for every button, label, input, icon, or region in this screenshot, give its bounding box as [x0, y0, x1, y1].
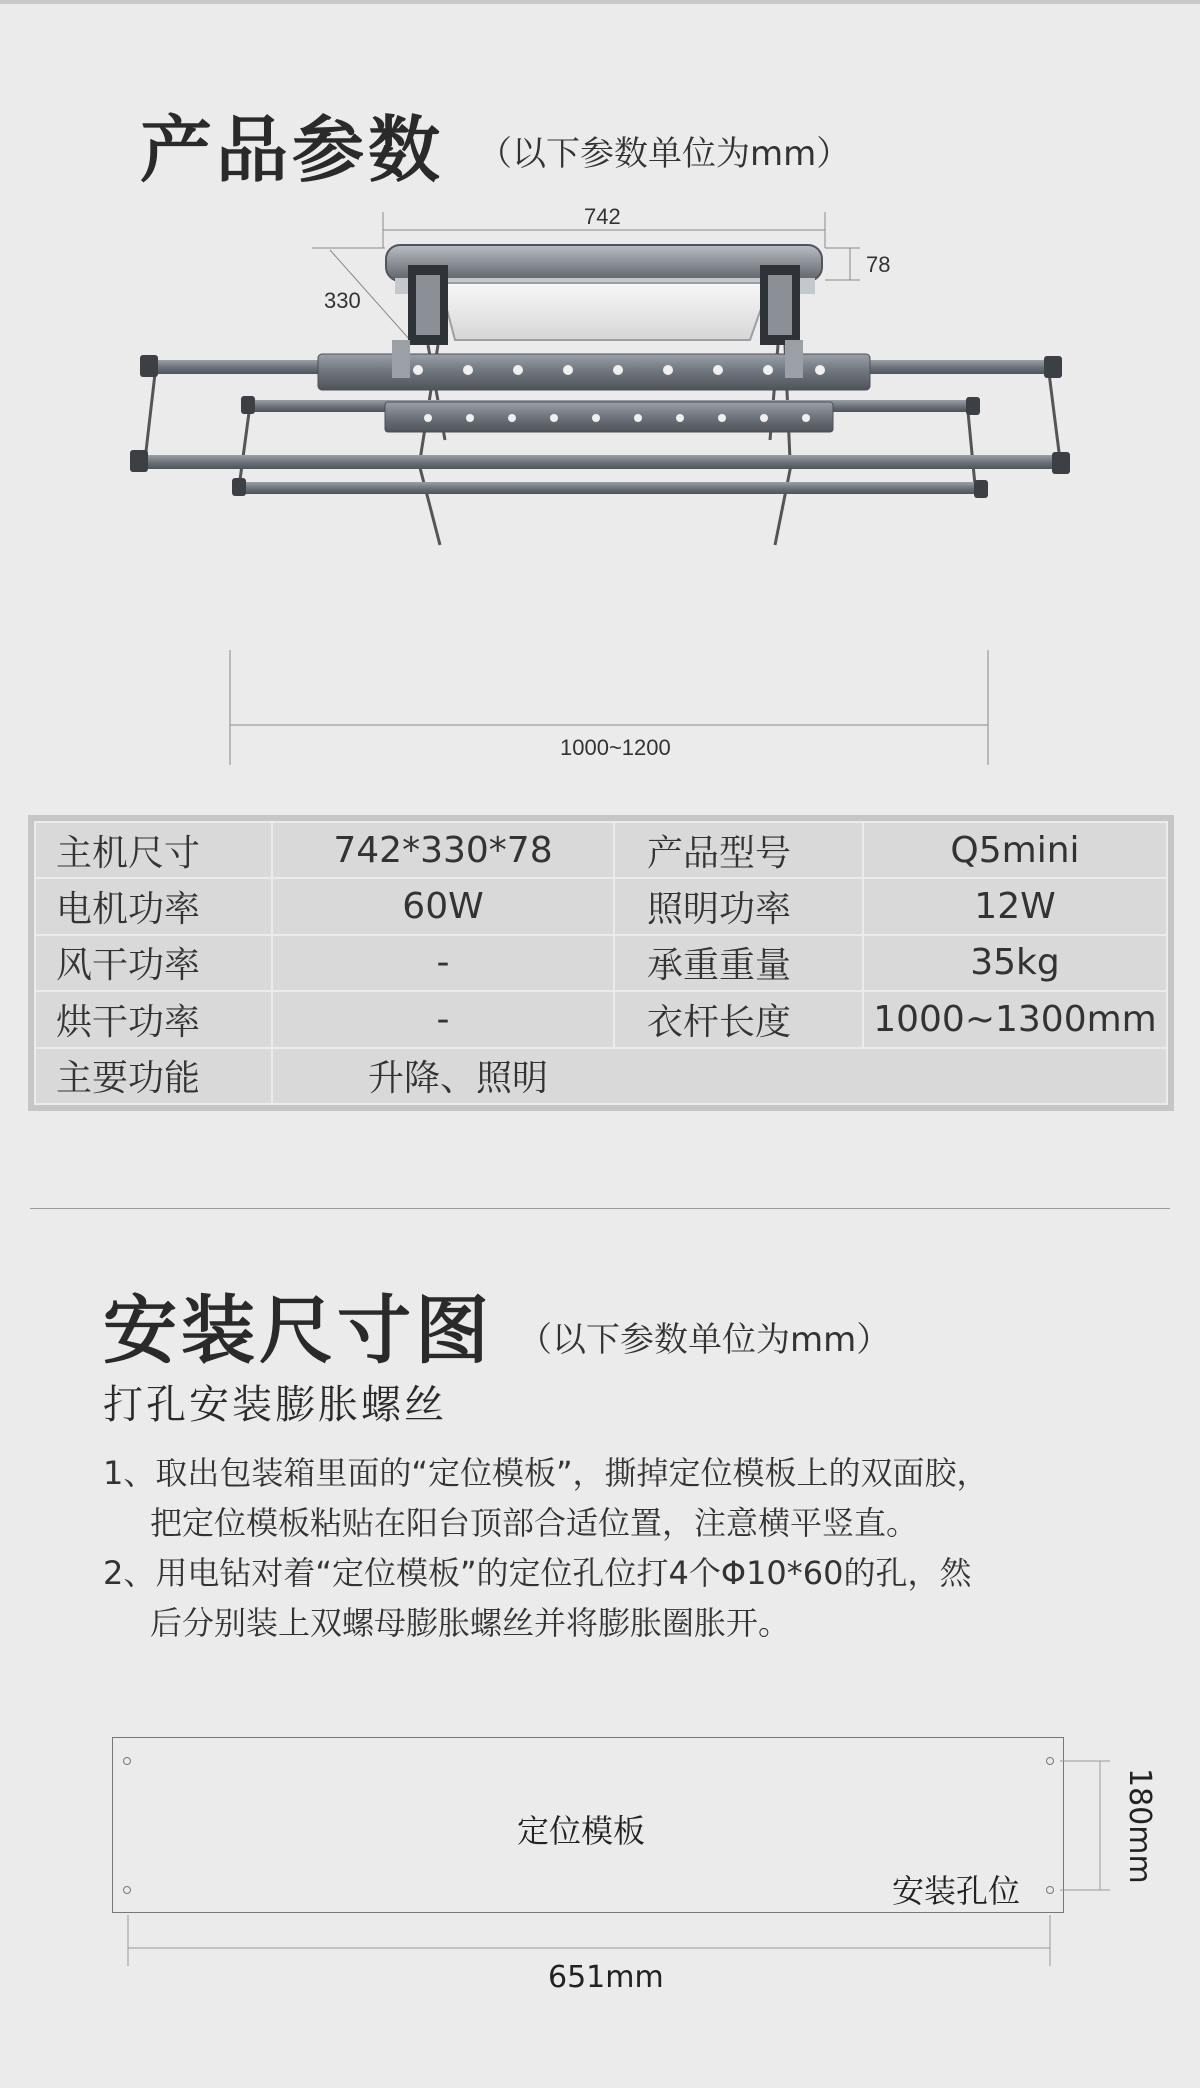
spec-value: 60W: [272, 878, 614, 934]
spec-key: 衣杆长度: [614, 991, 863, 1047]
spec-key: 风干功率: [35, 935, 272, 991]
step-1-line-1: 1、取出包装箱里面的“定位模板”，撕掉定位模板上的双面胶，: [103, 1454, 989, 1492]
template-height-label: 180mm: [1122, 1768, 1157, 1884]
spec-value: -: [272, 991, 614, 1047]
template-dimension-lines: [0, 1740, 1200, 1970]
rail-1: [140, 340, 1062, 390]
step-1-line-2: 把定位模板粘贴在阳台顶部合适位置，注意横平竖直。: [150, 1504, 919, 1542]
spec-value: 1000~1300mm: [863, 991, 1167, 1047]
spec-key: 主要功能: [35, 1048, 272, 1104]
section-unit-note: （以下参数单位为mm）: [478, 134, 851, 174]
spec-table-frame: [28, 815, 1174, 1111]
top-divider: [0, 0, 1200, 4]
table-row: [35, 822, 1167, 878]
section2-unit-note: （以下参数单位为mm）: [518, 1320, 891, 1360]
template-name: 定位模板: [517, 1812, 646, 1850]
product-drawing: [0, 190, 1200, 780]
step-2-line-1: 2、用电钻对着“定位模板”的定位孔位打4个Φ10*60的孔，然: [103, 1554, 972, 1592]
spec-key: 主机尺寸: [35, 822, 272, 878]
hole-label: 安装孔位: [892, 1872, 1021, 1910]
rail-4: [232, 478, 988, 498]
spec-value: 12W: [863, 878, 1167, 934]
table-row: [35, 878, 1167, 934]
rail-3: [130, 450, 1070, 474]
spec-key: 产品型号: [614, 822, 863, 878]
spec-key: 电机功率: [35, 878, 272, 934]
table-row: [35, 991, 1167, 1047]
spec-table: [34, 821, 1168, 1105]
table-row: [35, 935, 1167, 991]
spec-key: 承重重量: [614, 935, 863, 991]
host-unit: [386, 245, 822, 345]
section-title-install-size: 安装尺寸图: [103, 1288, 493, 1374]
spec-value: 742*330*78: [272, 822, 614, 878]
step-2-line-2: 后分别装上双螺母膨胀螺丝并将膨胀圈胀开。: [150, 1604, 791, 1642]
spec-value: 35kg: [863, 935, 1167, 991]
dim-rod-label: 1000~1200: [560, 735, 671, 760]
dim-height-label: 78: [866, 252, 891, 277]
spec-key: 烘干功率: [35, 991, 272, 1047]
spec-value: -: [272, 935, 614, 991]
spec-key: 照明功率: [614, 878, 863, 934]
table-row: [35, 1048, 1167, 1104]
dim-width-label: 742: [584, 204, 621, 229]
section-divider: [30, 1208, 1170, 1209]
section-title-product-params: 产品参数: [140, 108, 445, 192]
rail-2: [241, 396, 980, 432]
template-width-label: 651mm: [548, 1960, 664, 1995]
dim-depth-label: 330: [324, 288, 361, 313]
spec-value: 升降、照明: [272, 1048, 1167, 1104]
spec-value: Q5mini: [863, 822, 1167, 878]
install-subtitle: 打孔安装膨胀螺丝: [103, 1382, 447, 1428]
